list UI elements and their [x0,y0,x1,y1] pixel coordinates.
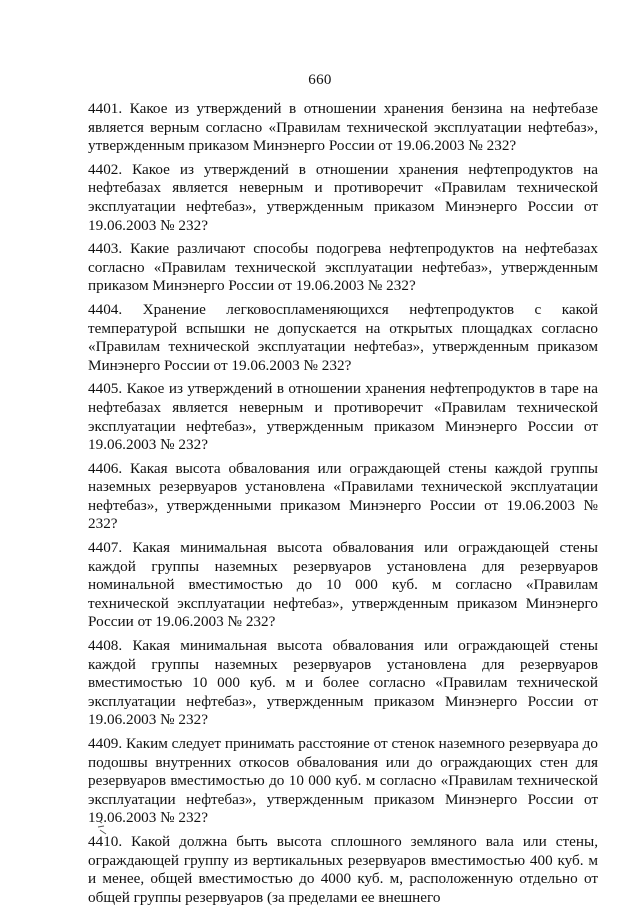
question-4409: 4409. Каким следует принимать расстояние от стенок наземного резервуара до подошвы внутренних откосов обвалования или до ограждающих стен для резервуаров вместимостью до 10 000 куб. м согласно «Правилам технической эксплуатации нефтебаз», утвержденным приказом Минэнерго России от 19.06.2003 № 232? [88,735,598,827]
question-4404: 4404. Хранение легковоспламеняющихся нефтепродуктов с какой температурой вспышки не допускается на открытых площадках согласно «Правилам технической эксплуатации нефтебаз», утвержденным приказом Минэнерго России от 19.06.2003 № 232? [88,300,598,374]
page-number: 660 [308,72,332,88]
question-4402: 4402. Какое из утверждений в отношении хранения нефтепродуктов на нефтебазах является неверным и противоречит «Правилам технической эксплуатации нефтебаз», утвержденным приказом Минэнерго России от 19.06.2003 № 232? [88,160,598,234]
question-4403: 4403. Какие различают способы подогрева нефтепродуктов на нефтебазах согласно «Правилам технической эксплуатации нефтебаз», утвержденным приказом Минэнерго России от 19.06.2003 № 232? [88,240,598,295]
scan-mark-icon [96,818,110,838]
question-4401: 4401. Какое из утверждений в отношении хранения бензина на нефтебазе является верным согласно «Правилам технической эксплуатации нефтебаз», утвержденным приказом Минэнерго России от 19.06.2003 № 232? [88,100,598,155]
question-4405: 4405. Какое из утверждений в отношении хранения нефтепродуктов в таре на нефтебазах является неверным и противоречит «Правилам технической эксплуатации нефтебаз», утвержденным приказом Минэнерго России от 19.06.2003 № 232? [88,380,598,454]
question-4407: 4407. Какая минимальная высота обвалования или ограждающей стены каждой группы наземных резервуаров установлена для резервуаров номинальной вместимостью до 10 000 куб. м согласно «Правилам технической эксплуатации нефтебаз», утвержденным приказом Минэнерго России от 19.06.2003 № 232? [88,539,598,631]
question-4406: 4406. Какая высота обвалования или ограждающей стены каждой группы наземных резервуаров установлена «Правилами технической эксплуатации нефтебаз», утвержденными приказом Минэнерго России от 19.06.2003 № 232? [88,459,598,533]
question-4410: 4410. Какой должна быть высота сплошного земляного вала или стены, ограждающей группу из вертикальных резервуаров вместимостью 400 куб. м и менее, общей вместимостью до 4000 куб. м, расположенную отдельно от общей группы резервуаров (за пределами ее внешнего [88,832,598,906]
questions-list [88,100,598,912]
question-4408: 4408. Какая минимальная высота обвалования или ограждающей стены каждой группы наземных резервуаров установлена для резервуаров вместимостью 10 000 куб. м и более согласно «Правилам технической эксплуатации нефтебаз», утвержденным приказом Минэнерго России от 19.06.2003 № 232? [88,637,598,729]
